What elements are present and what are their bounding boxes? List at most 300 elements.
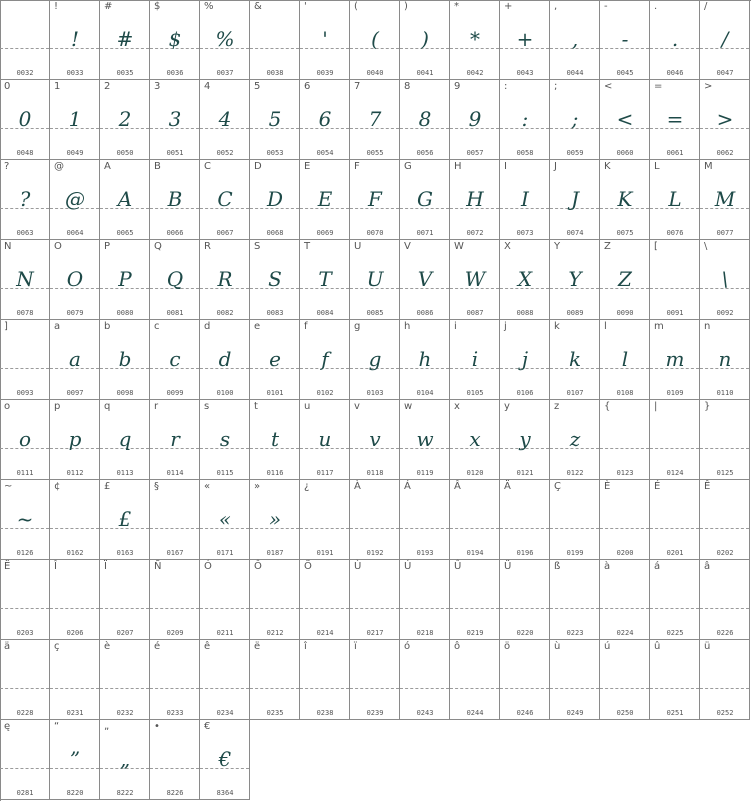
- glyph-sample: ': [322, 27, 328, 51]
- glyph-code: 0047: [716, 69, 734, 77]
- glyph-code: 0059: [566, 149, 584, 157]
- glyph-code: 0064: [66, 229, 84, 237]
- glyph-sample: J: [570, 187, 580, 211]
- glyph-sample: q: [118, 427, 132, 451]
- glyph-code: 0046: [666, 69, 684, 77]
- glyph-cell: [600, 560, 650, 640]
- glyph-code: 0167: [166, 549, 184, 557]
- glyph-cell: [650, 240, 700, 320]
- glyph-sample: [0, 22, 50, 56]
- glyph-cell: [400, 0, 450, 80]
- glyph-sample: [450, 582, 500, 616]
- glyph-code: 0075: [616, 229, 634, 237]
- glyph-label: Ä: [504, 481, 511, 492]
- glyph-label: {: [604, 401, 611, 412]
- glyph-sample: [550, 502, 600, 536]
- glyph-sample: P: [118, 267, 132, 291]
- glyph-cell: [700, 240, 750, 320]
- glyph-sample: [350, 502, 400, 536]
- glyph-label: ä: [4, 641, 11, 652]
- glyph-cell: [50, 480, 100, 560]
- glyph-code: 0100: [216, 389, 234, 397]
- glyph-cell: [650, 160, 700, 240]
- glyph-label: â: [704, 561, 711, 572]
- glyph-code: 0202: [716, 549, 734, 557]
- glyph-code: 0226: [716, 629, 734, 637]
- glyph-label: -: [604, 1, 608, 12]
- glyph-sample: [50, 582, 100, 616]
- glyph-label: “: [54, 721, 60, 732]
- glyph-sample: #: [116, 27, 134, 51]
- glyph-label: F: [354, 161, 360, 172]
- glyph-label: 4: [204, 81, 211, 92]
- glyph-sample: U: [366, 267, 384, 291]
- glyph-label: p: [54, 401, 61, 412]
- glyph-label: Ú: [404, 561, 412, 572]
- glyph-sample: [700, 422, 750, 456]
- glyph-label: È: [604, 481, 611, 492]
- glyph-sample: [450, 502, 500, 536]
- glyph-label: W: [454, 241, 464, 252]
- glyph-label: k: [554, 321, 560, 332]
- glyph-label: u: [304, 401, 311, 412]
- glyph-label: „: [104, 721, 110, 732]
- glyph-sample: [600, 422, 650, 456]
- glyph-label: U: [354, 241, 362, 252]
- glyph-sample: [400, 582, 450, 616]
- glyph-label: X: [504, 241, 511, 252]
- glyph-cell: [600, 80, 650, 160]
- glyph-label: ö: [504, 641, 511, 652]
- glyph-cell: [250, 320, 300, 400]
- glyph-code: 0217: [366, 629, 384, 637]
- glyph-sample: e: [269, 347, 281, 371]
- glyph-label: f: [304, 321, 308, 332]
- glyph-label: C: [204, 161, 211, 172]
- glyph-label: @: [54, 161, 64, 172]
- glyph-label: n: [704, 321, 711, 332]
- glyph-label: j: [504, 321, 507, 332]
- glyph-code: 0055: [366, 149, 384, 157]
- glyph-sample: [600, 502, 650, 536]
- glyph-code: 0109: [666, 389, 684, 397]
- glyph-code: 0111: [16, 469, 34, 477]
- glyph-sample: 1: [68, 107, 82, 131]
- glyph-code: 0033: [66, 69, 84, 77]
- glyph-cell: [450, 0, 500, 80]
- glyph-sample: .: [671, 27, 679, 51]
- glyph-cell: [450, 560, 500, 640]
- glyph-sample: [650, 662, 700, 696]
- glyph-cell: [200, 400, 250, 480]
- glyph-cell: [300, 480, 350, 560]
- glyph-sample: D: [266, 187, 284, 211]
- glyph-cell: [250, 0, 300, 80]
- glyph-code: 0244: [466, 709, 484, 717]
- glyph-cell: [400, 400, 450, 480]
- glyph-label: Ó: [204, 561, 212, 572]
- glyph-cell: [550, 240, 600, 320]
- glyph-label: Ï: [104, 561, 107, 572]
- glyph-label: Ç: [554, 481, 561, 492]
- glyph-cell: [700, 0, 750, 80]
- glyph-code: 0232: [116, 709, 134, 717]
- glyph-label: ï: [354, 641, 357, 652]
- glyph-sample: *: [470, 27, 480, 51]
- glyph-code: 0041: [416, 69, 434, 77]
- glyph-cell: [500, 80, 550, 160]
- glyph-label: T: [304, 241, 311, 252]
- glyph-sample: [300, 502, 350, 536]
- glyph-label: ê: [204, 641, 211, 652]
- glyph-label: |: [654, 401, 658, 412]
- glyph-cell: [250, 160, 300, 240]
- glyph-code: 0243: [416, 709, 434, 717]
- glyph-label: R: [204, 241, 211, 252]
- glyph-cell: [200, 80, 250, 160]
- glyph-label: Á: [404, 481, 411, 492]
- glyph-code: 0060: [616, 149, 634, 157]
- glyph-sample: j: [521, 347, 529, 371]
- glyph-sample: ): [421, 27, 429, 51]
- glyph-cell: [0, 400, 50, 480]
- glyph-code: 0124: [666, 469, 684, 477]
- glyph-label: M: [704, 161, 713, 172]
- glyph-code: 0122: [566, 469, 584, 477]
- glyph-label: ?: [4, 161, 10, 172]
- glyph-cell: [550, 480, 600, 560]
- glyph-code: 0061: [666, 149, 684, 157]
- glyph-label: A: [104, 161, 111, 172]
- glyph-sample: ”: [69, 747, 81, 771]
- glyph-cell: [650, 560, 700, 640]
- glyph-code: 0119: [416, 469, 434, 477]
- glyph-cell: [200, 720, 250, 800]
- glyph-label: =: [654, 81, 663, 92]
- glyph-label: ¢: [54, 481, 61, 492]
- glyph-code: 0062: [716, 149, 734, 157]
- glyph-code: 0201: [666, 549, 684, 557]
- glyph-code: 0063: [16, 229, 34, 237]
- glyph-cell: [500, 240, 550, 320]
- glyph-label: (: [354, 1, 358, 12]
- glyph-code: 0224: [616, 629, 634, 637]
- glyph-sample: [650, 582, 700, 616]
- glyph-code: 0097: [66, 389, 84, 397]
- glyph-code: 0209: [166, 629, 184, 637]
- glyph-label: V: [404, 241, 411, 252]
- glyph-code: 0037: [216, 69, 234, 77]
- glyph-code: 0235: [266, 709, 284, 717]
- glyph-sample: !: [70, 27, 80, 51]
- glyph-label: #: [104, 1, 113, 12]
- glyph-label: m: [654, 321, 664, 332]
- glyph-sample: [650, 502, 700, 536]
- glyph-label: !: [54, 1, 59, 12]
- glyph-sample: 0: [18, 107, 32, 131]
- glyph-cell: [50, 640, 100, 720]
- glyph-label: é: [154, 641, 161, 652]
- glyph-label: Û: [454, 561, 462, 572]
- glyph-label: :: [504, 81, 508, 92]
- glyph-cell: [100, 560, 150, 640]
- glyph-sample: [300, 662, 350, 696]
- glyph-label: K: [604, 161, 611, 172]
- glyph-label: 1: [54, 81, 61, 92]
- glyph-cell: [200, 640, 250, 720]
- glyph-cell: [700, 80, 750, 160]
- glyph-sample: -: [621, 27, 629, 51]
- glyph-label: S: [254, 241, 261, 252]
- glyph-sample: 9: [468, 107, 482, 131]
- glyph-code: 0090: [616, 309, 634, 317]
- glyph-cell: [500, 160, 550, 240]
- glyph-cell: [300, 560, 350, 640]
- glyph-code: 0203: [16, 629, 34, 637]
- glyph-cell: [100, 720, 150, 800]
- glyph-cell: [150, 640, 200, 720]
- glyph-label: Ö: [304, 561, 312, 572]
- glyph-label: O: [54, 241, 62, 252]
- glyph-sample: o: [18, 427, 32, 451]
- glyph-label: l: [604, 321, 607, 332]
- glyph-cell: [650, 480, 700, 560]
- glyph-label: +: [504, 1, 513, 12]
- glyph-sample: [0, 662, 50, 696]
- glyph-code: 0044: [566, 69, 584, 77]
- glyph-label: Ô: [254, 561, 262, 572]
- glyph-cell: [550, 80, 600, 160]
- glyph-sample: «: [218, 507, 232, 531]
- glyph-code: 0092: [716, 309, 734, 317]
- glyph-sample: [250, 22, 300, 56]
- glyph-label: z: [554, 401, 560, 412]
- glyph-label: §: [154, 481, 159, 492]
- glyph-code: 0036: [166, 69, 184, 77]
- glyph-sample: y: [519, 427, 531, 451]
- glyph-sample: 5: [268, 107, 282, 131]
- glyph-sample: B: [167, 187, 183, 211]
- glyph-sample: [700, 582, 750, 616]
- glyph-sample: [0, 342, 50, 376]
- glyph-sample: s: [219, 427, 231, 451]
- glyph-label: w: [404, 401, 413, 412]
- glyph-label: ë: [254, 641, 261, 652]
- glyph-sample: :: [521, 107, 529, 131]
- glyph-label: J: [554, 161, 557, 172]
- glyph-sample: [100, 582, 150, 616]
- glyph-label: 0: [4, 81, 11, 92]
- glyph-label: 5: [254, 81, 261, 92]
- glyph-code: 0192: [366, 549, 384, 557]
- glyph-sample: H: [466, 187, 484, 211]
- glyph-sample: [450, 662, 500, 696]
- glyph-sample: i: [471, 347, 479, 371]
- glyph-sample: [500, 502, 550, 536]
- glyph-code: 0045: [616, 69, 634, 77]
- glyph-code: 0193: [416, 549, 434, 557]
- glyph-cell: [700, 560, 750, 640]
- glyph-sample: [700, 502, 750, 536]
- glyph-label: Ê: [704, 481, 711, 492]
- glyph-sample: [700, 662, 750, 696]
- glyph-cell: [600, 240, 650, 320]
- glyph-code: 0212: [266, 629, 284, 637]
- glyph-label: «: [204, 481, 211, 492]
- glyph-cell: [300, 320, 350, 400]
- glyph-cell: [400, 160, 450, 240]
- glyph-cell: [0, 80, 50, 160]
- glyph-sample: [150, 502, 200, 536]
- glyph-sample: [400, 662, 450, 696]
- glyph-code: 0093: [16, 389, 34, 397]
- glyph-cell: [150, 720, 200, 800]
- glyph-cell: [700, 640, 750, 720]
- glyph-label: %: [204, 1, 214, 12]
- glyph-code: 0084: [316, 309, 334, 317]
- glyph-code: 0077: [716, 229, 734, 237]
- glyph-code: 0053: [266, 149, 284, 157]
- glyph-sample: b: [118, 347, 132, 371]
- glyph-cell: [350, 400, 400, 480]
- glyph-label: b: [104, 321, 111, 332]
- glyph-sample: /: [721, 27, 729, 51]
- glyph-label: ß: [554, 561, 561, 572]
- glyph-code: 0115: [216, 469, 234, 477]
- glyph-label: ': [304, 1, 307, 12]
- glyph-sample: ,: [571, 27, 579, 51]
- glyph-label: 9: [454, 81, 461, 92]
- glyph-cell: [500, 400, 550, 480]
- glyph-code: 0191: [316, 549, 334, 557]
- glyph-cell: [50, 240, 100, 320]
- glyph-sample: ;: [571, 107, 579, 131]
- glyph-cell: [50, 720, 100, 800]
- glyph-code: 0249: [566, 709, 584, 717]
- glyph-sample: m: [665, 347, 685, 371]
- glyph-sample: +: [516, 27, 534, 51]
- glyph-code: 0219: [466, 629, 484, 637]
- glyph-code: 0225: [666, 629, 684, 637]
- glyph-label: y: [504, 401, 510, 412]
- glyph-label: &: [254, 1, 262, 12]
- glyph-sample: u: [318, 427, 332, 451]
- glyph-label: »: [254, 481, 261, 492]
- glyph-sample: [200, 582, 250, 616]
- glyph-label: ô: [454, 641, 461, 652]
- glyph-cell: [150, 320, 200, 400]
- glyph-code: 0207: [116, 629, 134, 637]
- glyph-code: 0187: [266, 549, 284, 557]
- glyph-cell: [600, 320, 650, 400]
- glyph-code: 0214: [316, 629, 334, 637]
- glyph-code: 0116: [266, 469, 284, 477]
- glyph-label: o: [4, 401, 11, 412]
- glyph-code: 0231: [66, 709, 84, 717]
- glyph-cell: [450, 640, 500, 720]
- glyph-label: t: [254, 401, 258, 412]
- glyph-cell: [0, 720, 50, 800]
- glyph-label: *: [454, 1, 459, 12]
- glyph-sample: t: [270, 427, 280, 451]
- glyph-cell: [700, 160, 750, 240]
- glyph-code: 0233: [166, 709, 184, 717]
- glyph-code: 0098: [116, 389, 134, 397]
- glyph-sample: [300, 582, 350, 616]
- glyph-label: ): [404, 1, 408, 12]
- glyph-label: d: [204, 321, 211, 332]
- glyph-cell: [600, 0, 650, 80]
- glyph-label: ç: [54, 641, 60, 652]
- glyph-code: 0065: [116, 229, 134, 237]
- glyph-label: N: [4, 241, 12, 252]
- glyph-code: 0087: [466, 309, 484, 317]
- glyph-label: û: [654, 641, 661, 652]
- glyph-label: i: [454, 321, 457, 332]
- glyph-sample: 2: [118, 107, 132, 131]
- glyph-code: 0171: [216, 549, 234, 557]
- glyph-sample: [600, 582, 650, 616]
- glyph-cell: [150, 160, 200, 240]
- glyph-cell: [100, 640, 150, 720]
- glyph-label: £: [104, 481, 111, 492]
- glyph-cell: [100, 400, 150, 480]
- glyph-label: e: [254, 321, 261, 332]
- glyph-cell: [700, 480, 750, 560]
- glyph-code: 0102: [316, 389, 334, 397]
- glyph-label: Â: [454, 481, 461, 492]
- glyph-label: $: [154, 1, 161, 12]
- glyph-code: 0040: [366, 69, 384, 77]
- glyph-label: L: [654, 161, 660, 172]
- glyph-cell: [650, 640, 700, 720]
- glyph-label: É: [654, 481, 661, 492]
- glyph-code: 0105: [466, 389, 484, 397]
- glyph-sample: [600, 662, 650, 696]
- glyph-sample: [50, 662, 100, 696]
- glyph-cell: [150, 0, 200, 80]
- glyph-sample: f: [321, 347, 329, 371]
- glyph-cell: [250, 240, 300, 320]
- glyph-code: 0058: [516, 149, 534, 157]
- glyph-cell: [350, 560, 400, 640]
- glyph-cell: [200, 240, 250, 320]
- glyph-cell: [700, 400, 750, 480]
- glyph-code: 0125: [716, 469, 734, 477]
- glyph-cell: [50, 160, 100, 240]
- glyph-code: 8226: [166, 789, 184, 797]
- glyph-code: 0162: [66, 549, 84, 557]
- glyph-code: 0108: [616, 389, 634, 397]
- glyph-cell: [150, 400, 200, 480]
- glyph-code: 0039: [316, 69, 334, 77]
- glyph-code: 0082: [216, 309, 234, 317]
- glyph-cell: [550, 0, 600, 80]
- glyph-cell: [200, 320, 250, 400]
- glyph-code: 0199: [566, 549, 584, 557]
- glyph-code: 0048: [16, 149, 34, 157]
- glyph-label: D: [254, 161, 262, 172]
- glyph-sample: $: [168, 27, 182, 51]
- glyph-label: ~: [4, 481, 13, 492]
- glyph-sample: V: [417, 267, 433, 291]
- glyph-sample: (: [371, 27, 379, 51]
- glyph-cell: [600, 640, 650, 720]
- glyph-label: h: [404, 321, 411, 332]
- glyph-code: 0042: [466, 69, 484, 77]
- glyph-cell: [450, 160, 500, 240]
- glyph-cell: [100, 240, 150, 320]
